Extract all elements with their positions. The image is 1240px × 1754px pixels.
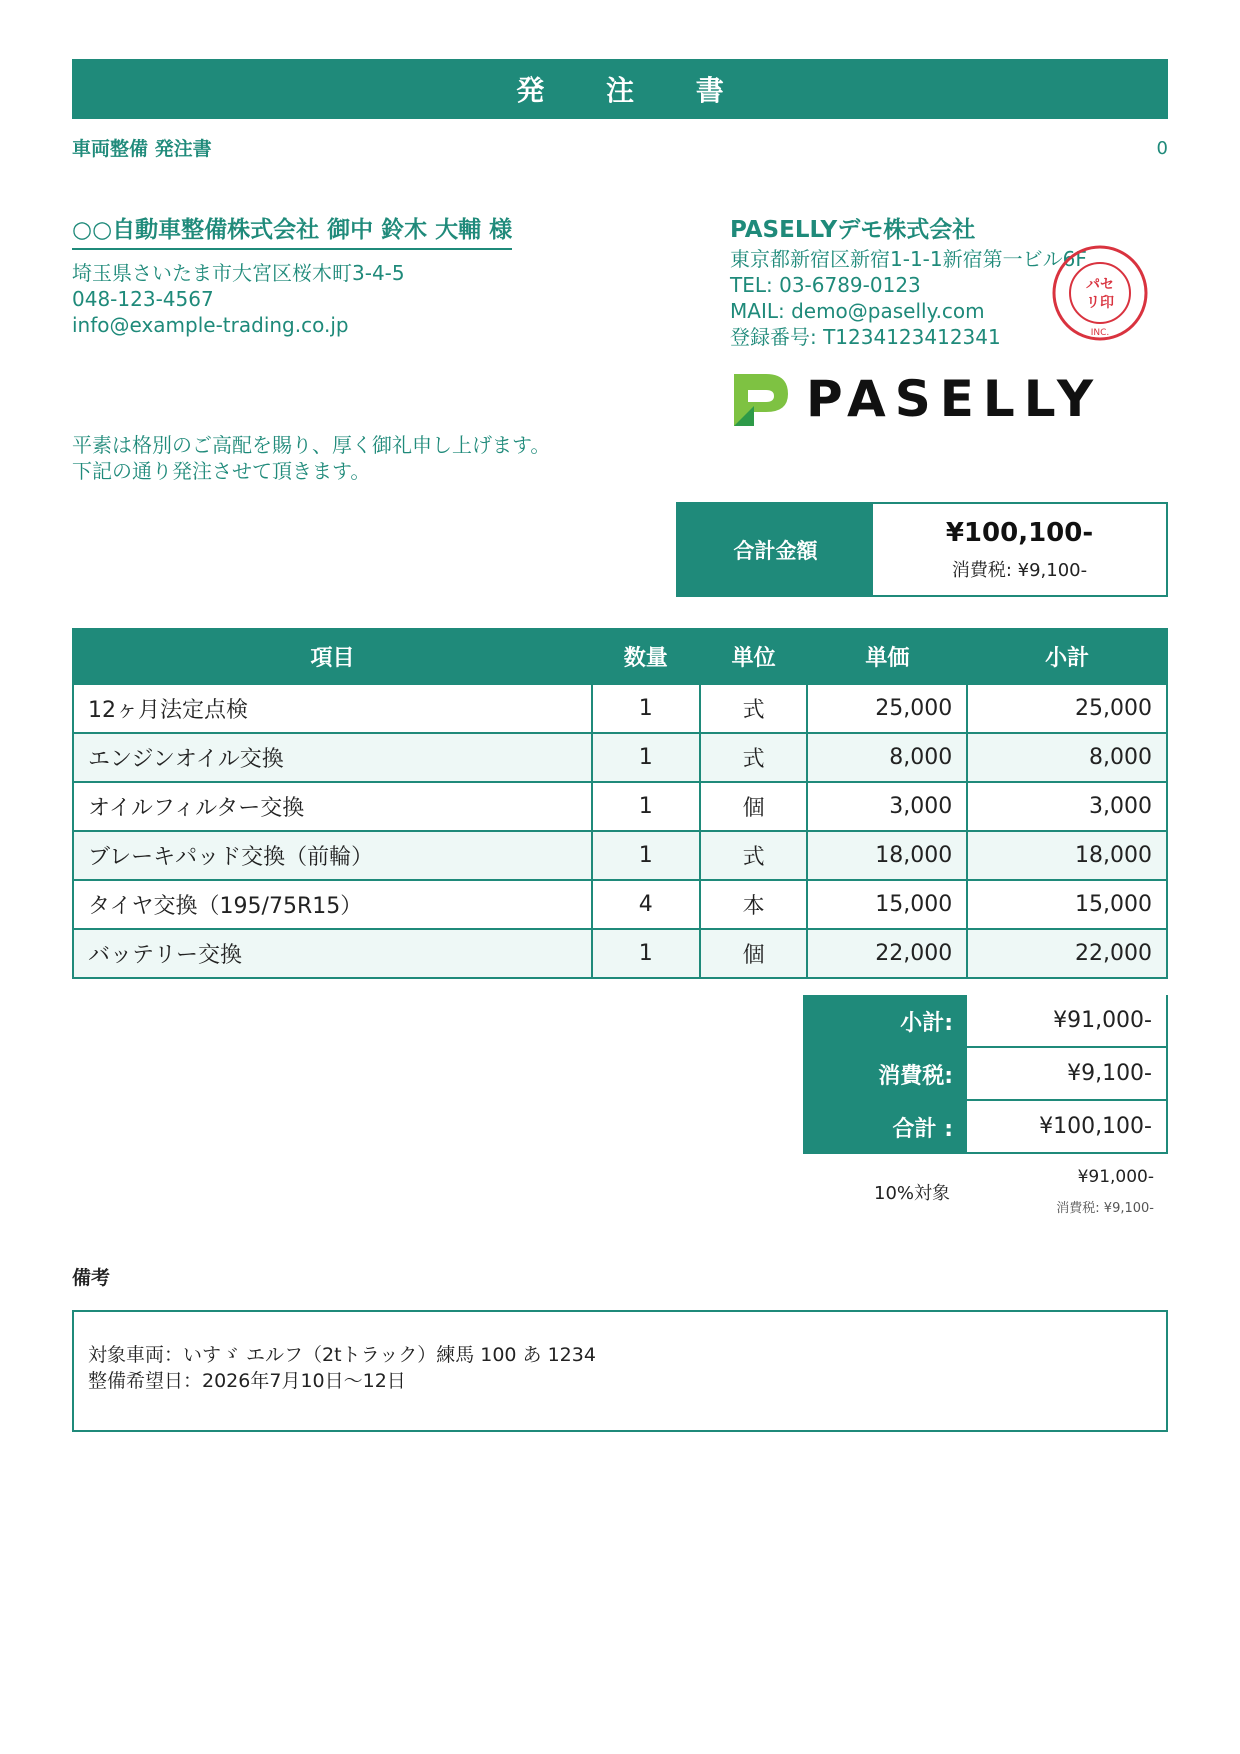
greeting-line-1: 平素は格別のご高配を賜り、厚く御礼申し上げます。 (72, 433, 551, 457)
document-title-banner (72, 59, 1168, 119)
cell-qty: 1 (592, 782, 700, 831)
header-subtotal: 小計 (967, 629, 1167, 684)
cell-subtotal: 18,000 (967, 831, 1167, 880)
company-logo (730, 368, 1102, 430)
cell-unit: 個 (700, 929, 808, 978)
recipient-info (72, 260, 405, 338)
summary-total-row (803, 1101, 1168, 1154)
cell-item: バッテリー交換 (73, 929, 592, 978)
cell-price: 3,000 (807, 782, 967, 831)
total-amount-box (676, 502, 1168, 597)
summary-subtotal-row (803, 995, 1168, 1048)
summary-tax-row (803, 1048, 1168, 1101)
tax-rate-tax: 消費税: ¥9,100- (1056, 1201, 1154, 1216)
cell-subtotal: 8,000 (967, 733, 1167, 782)
summary-total-value: ¥100,100- (967, 1101, 1168, 1154)
cell-qty: 4 (592, 880, 700, 929)
cell-item: ブレーキパッド交換（前輪） (73, 831, 592, 880)
recipient-name: ○○自動車整備株式会社 御中 鈴木 大輔 様 (72, 211, 512, 250)
svg-text:INC.: INC. (1090, 328, 1110, 338)
header-unit: 単位 (700, 629, 808, 684)
svg-text:リ印: リ印 (1086, 295, 1114, 311)
document-title: 発 注 書 (516, 74, 750, 107)
remarks-line-1: 対象車両：いすゞ エルフ（2tトラック）練馬 100 あ 1234 (88, 1344, 596, 1366)
summary-total-label: 合計 : (803, 1101, 967, 1154)
document-subtitle: 車両整備 発注書 (72, 138, 212, 160)
remarks-line-2: 整備希望日：2026年7月10日〜12日 (88, 1370, 406, 1392)
leaf-logo-icon (730, 368, 792, 430)
recipient-address: 埼玉県さいたま市大宮区桜木町3-4-5 (72, 261, 405, 285)
sender-company: PASELLYデモ株式会社 (730, 217, 976, 243)
sender-registration: 登録番号: T1234123412341 (730, 325, 1001, 349)
tax-rate-label: 10%対象 (874, 1183, 951, 1204)
cell-unit: 式 (700, 684, 808, 733)
cell-subtotal: 15,000 (967, 880, 1167, 929)
table-header-row (73, 629, 1167, 684)
summary-block (803, 995, 1168, 1154)
tax-rate-amount: ¥91,000- (1077, 1167, 1154, 1187)
cell-unit: 個 (700, 782, 808, 831)
sender-info (730, 246, 1087, 350)
company-seal (1050, 243, 1150, 347)
cell-price: 22,000 (807, 929, 967, 978)
cell-item: 12ヶ月法定点検 (73, 684, 592, 733)
cell-item: タイヤ交換（195/75R15） (73, 880, 592, 929)
sender-tel: TEL: 03-6789-0123 (730, 273, 921, 297)
summary-tax-value: ¥9,100- (967, 1048, 1168, 1101)
sender-address: 東京都新宿区新宿1-1-1新宿第一ビル6F (730, 247, 1087, 271)
cell-subtotal: 22,000 (967, 929, 1167, 978)
cell-price: 15,000 (807, 880, 967, 929)
total-amount-value: ¥100,100- (945, 517, 1094, 548)
cell-item: エンジンオイル交換 (73, 733, 592, 782)
table-row (73, 782, 1167, 831)
recipient-email: info@example-trading.co.jp (72, 313, 349, 337)
recipient-phone: 048-123-4567 (72, 287, 214, 311)
cell-subtotal: 25,000 (967, 684, 1167, 733)
total-tax-value: 消費税: ¥9,100- (951, 559, 1088, 581)
table-row (73, 684, 1167, 733)
items-table (72, 628, 1168, 979)
logo-wordmark: PASELLY (806, 370, 1103, 428)
cell-price: 18,000 (807, 831, 967, 880)
cell-qty: 1 (592, 831, 700, 880)
table-row (73, 831, 1167, 880)
table-row (73, 880, 1167, 929)
remarks-title: 備考 (72, 1267, 111, 1289)
greeting (72, 432, 550, 484)
cell-price: 8,000 (807, 733, 967, 782)
cell-unit: 本 (700, 880, 808, 929)
cell-price: 25,000 (807, 684, 967, 733)
remarks-box (72, 1310, 1168, 1432)
header-price: 単価 (807, 629, 967, 684)
header-item: 項目 (73, 629, 592, 684)
sender-mail: MAIL: demo@paselly.com (730, 299, 985, 323)
total-amount-label: 合計金額 (678, 504, 873, 595)
cell-qty: 1 (592, 929, 700, 978)
document-number: 0 (1156, 138, 1168, 159)
summary-subtotal-label: 小計: (803, 995, 967, 1048)
summary-tax-label: 消費税: (803, 1048, 967, 1101)
cell-qty: 1 (592, 733, 700, 782)
cell-qty: 1 (592, 684, 700, 733)
greeting-line-2: 下記の通り発注させて頂きます。 (72, 459, 371, 483)
cell-unit: 式 (700, 733, 808, 782)
cell-item: オイルフィルター交換 (73, 782, 592, 831)
table-row (73, 929, 1167, 978)
cell-subtotal: 3,000 (967, 782, 1167, 831)
header-qty: 数量 (592, 629, 700, 684)
svg-text:パセ: パセ (1086, 277, 1114, 293)
cell-unit: 式 (700, 831, 808, 880)
table-row (73, 733, 1167, 782)
summary-subtotal-value: ¥91,000- (967, 995, 1168, 1048)
